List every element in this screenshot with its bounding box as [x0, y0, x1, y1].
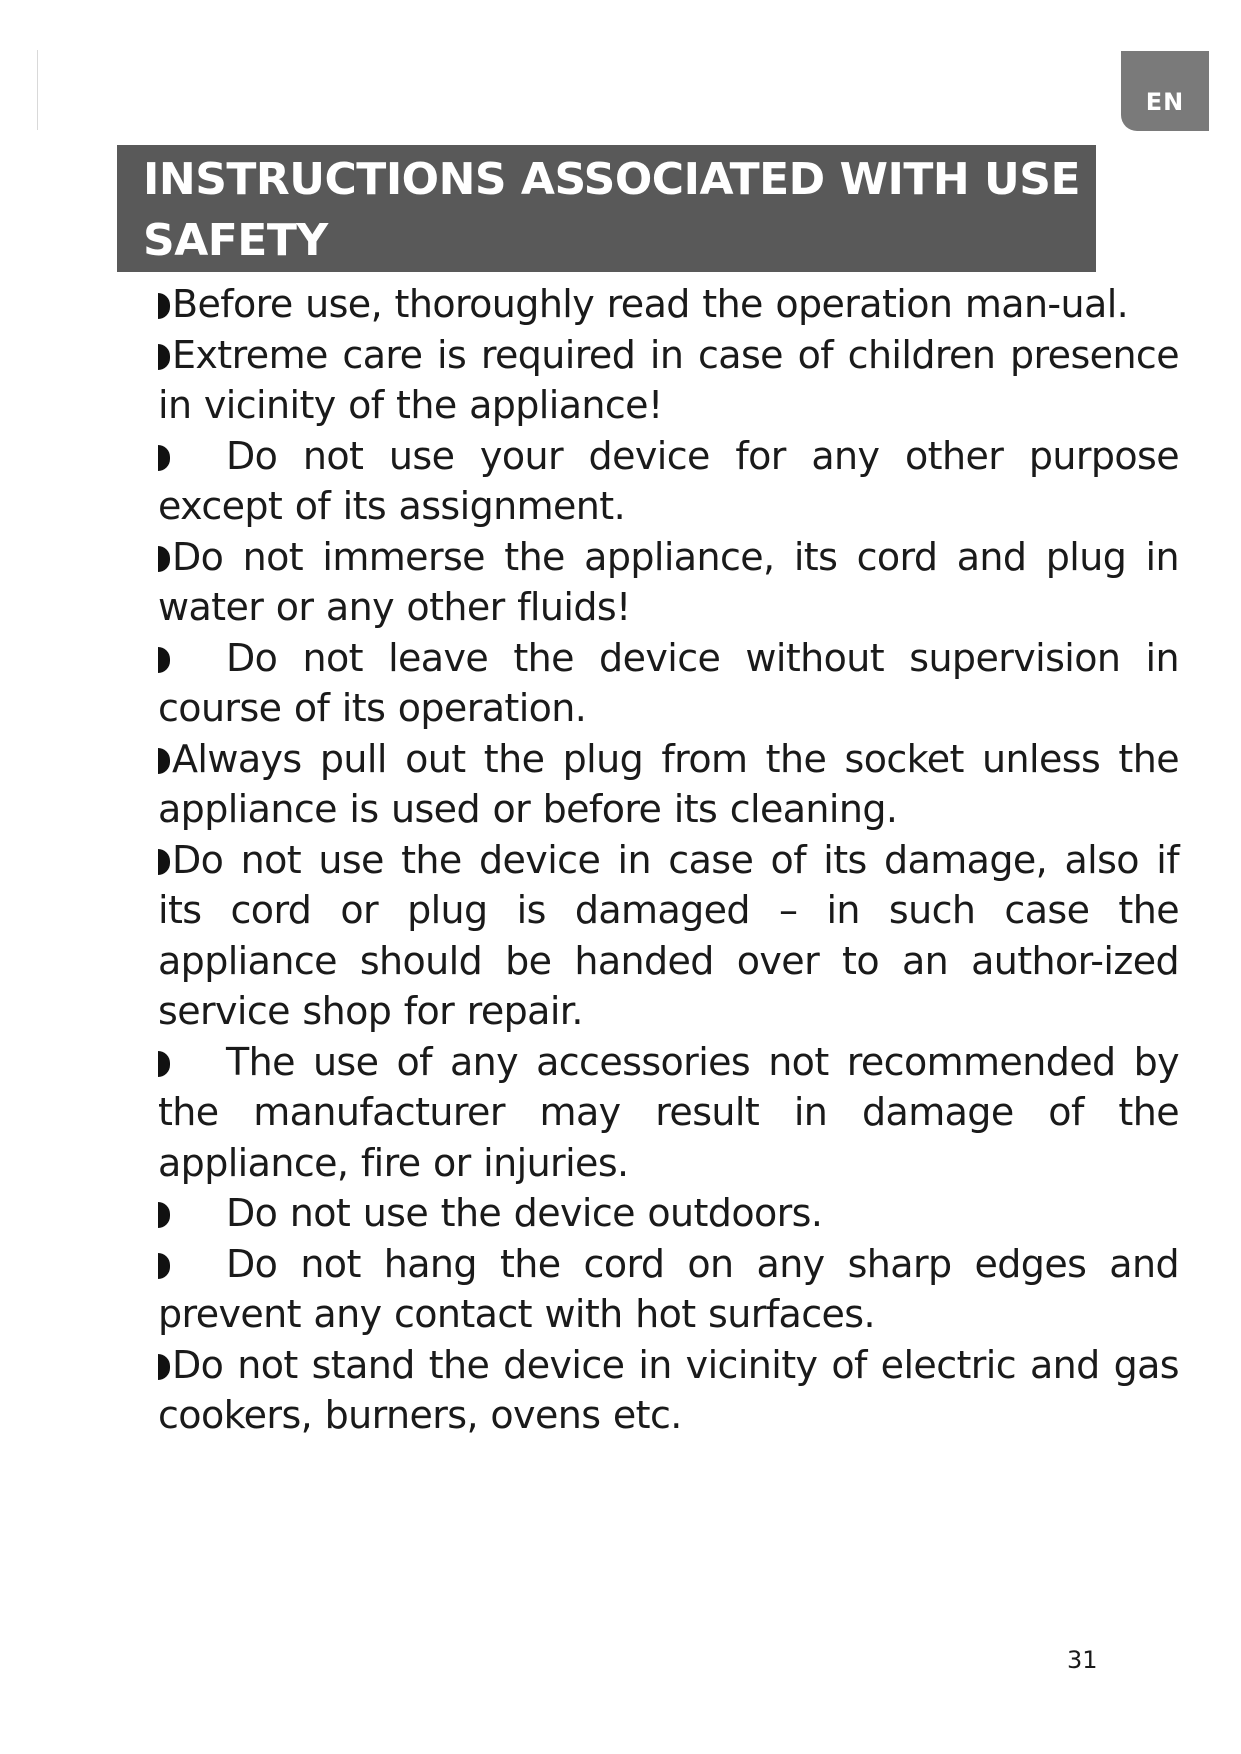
list-item-text: Extreme care is required in case of children presence in vicinity of the appliance! — [158, 332, 1179, 427]
list-item-text: Do not stand the device in vicinity of electric and gas cookers, burners, ovens etc. — [158, 1342, 1179, 1437]
list-item — [158, 1340, 1179, 1441]
list-item — [158, 1037, 1179, 1189]
list-item — [158, 734, 1179, 835]
section-title-line-1: INSTRUCTIONS ASSOCIATED WITH USE — [143, 154, 1081, 205]
list-item — [158, 431, 1179, 532]
page-number: 31 — [1067, 1646, 1098, 1674]
list-item-text: The use of any accessories not recommended by the manufacturer may result in damage of the appliance, fire or injuries. — [158, 1039, 1179, 1185]
bullet-icon — [158, 1051, 170, 1077]
margin-rule — [37, 50, 38, 130]
list-item-text: Do not leave the device without supervision in course of its operation. — [158, 635, 1179, 730]
bullet-icon — [158, 647, 170, 673]
list-item-text: Do not use your device for any other purpose except of its assignment. — [158, 433, 1179, 528]
list-item — [158, 1188, 1179, 1239]
language-tab-label: EN — [1145, 88, 1185, 116]
list-item-text: Do not immerse the appliance, its cord and plug in water or any other fluids! — [158, 534, 1179, 629]
list-item-text: Do not use the device outdoors. — [226, 1191, 823, 1235]
list-item-text: Before use, thoroughly read the operation man-ual. — [172, 282, 1129, 326]
bullet-icon — [158, 1253, 170, 1279]
language-tab — [1121, 51, 1209, 131]
list-item — [158, 835, 1179, 1037]
list-item — [158, 1239, 1179, 1340]
list-item — [158, 279, 1179, 330]
bullet-icon — [158, 344, 170, 370]
bullet-icon — [158, 748, 170, 774]
bullet-icon — [158, 445, 170, 471]
section-title-line-2: SAFETY — [143, 215, 328, 266]
section-header — [117, 145, 1096, 272]
bullet-icon — [158, 849, 170, 875]
list-item-text: Do not hang the cord on any sharp edges and prevent any contact with hot surfaces. — [158, 1241, 1179, 1336]
list-item-text: Do not use the device in case of its damage, also if its cord or plug is damaged – in such case the appliance should be handed over to an author-ized service shop for repair. — [158, 837, 1179, 1033]
list-item — [158, 633, 1179, 734]
list-item — [158, 532, 1179, 633]
bullet-icon — [158, 293, 170, 319]
list-item-text: Always pull out the plug from the socket unless the appliance is used or before its cleaning. — [158, 736, 1179, 831]
bullet-icon — [158, 1202, 170, 1228]
bullet-icon — [158, 1354, 170, 1380]
safety-instructions-list — [158, 279, 1179, 1441]
list-item — [158, 330, 1179, 431]
bullet-icon — [158, 546, 170, 572]
